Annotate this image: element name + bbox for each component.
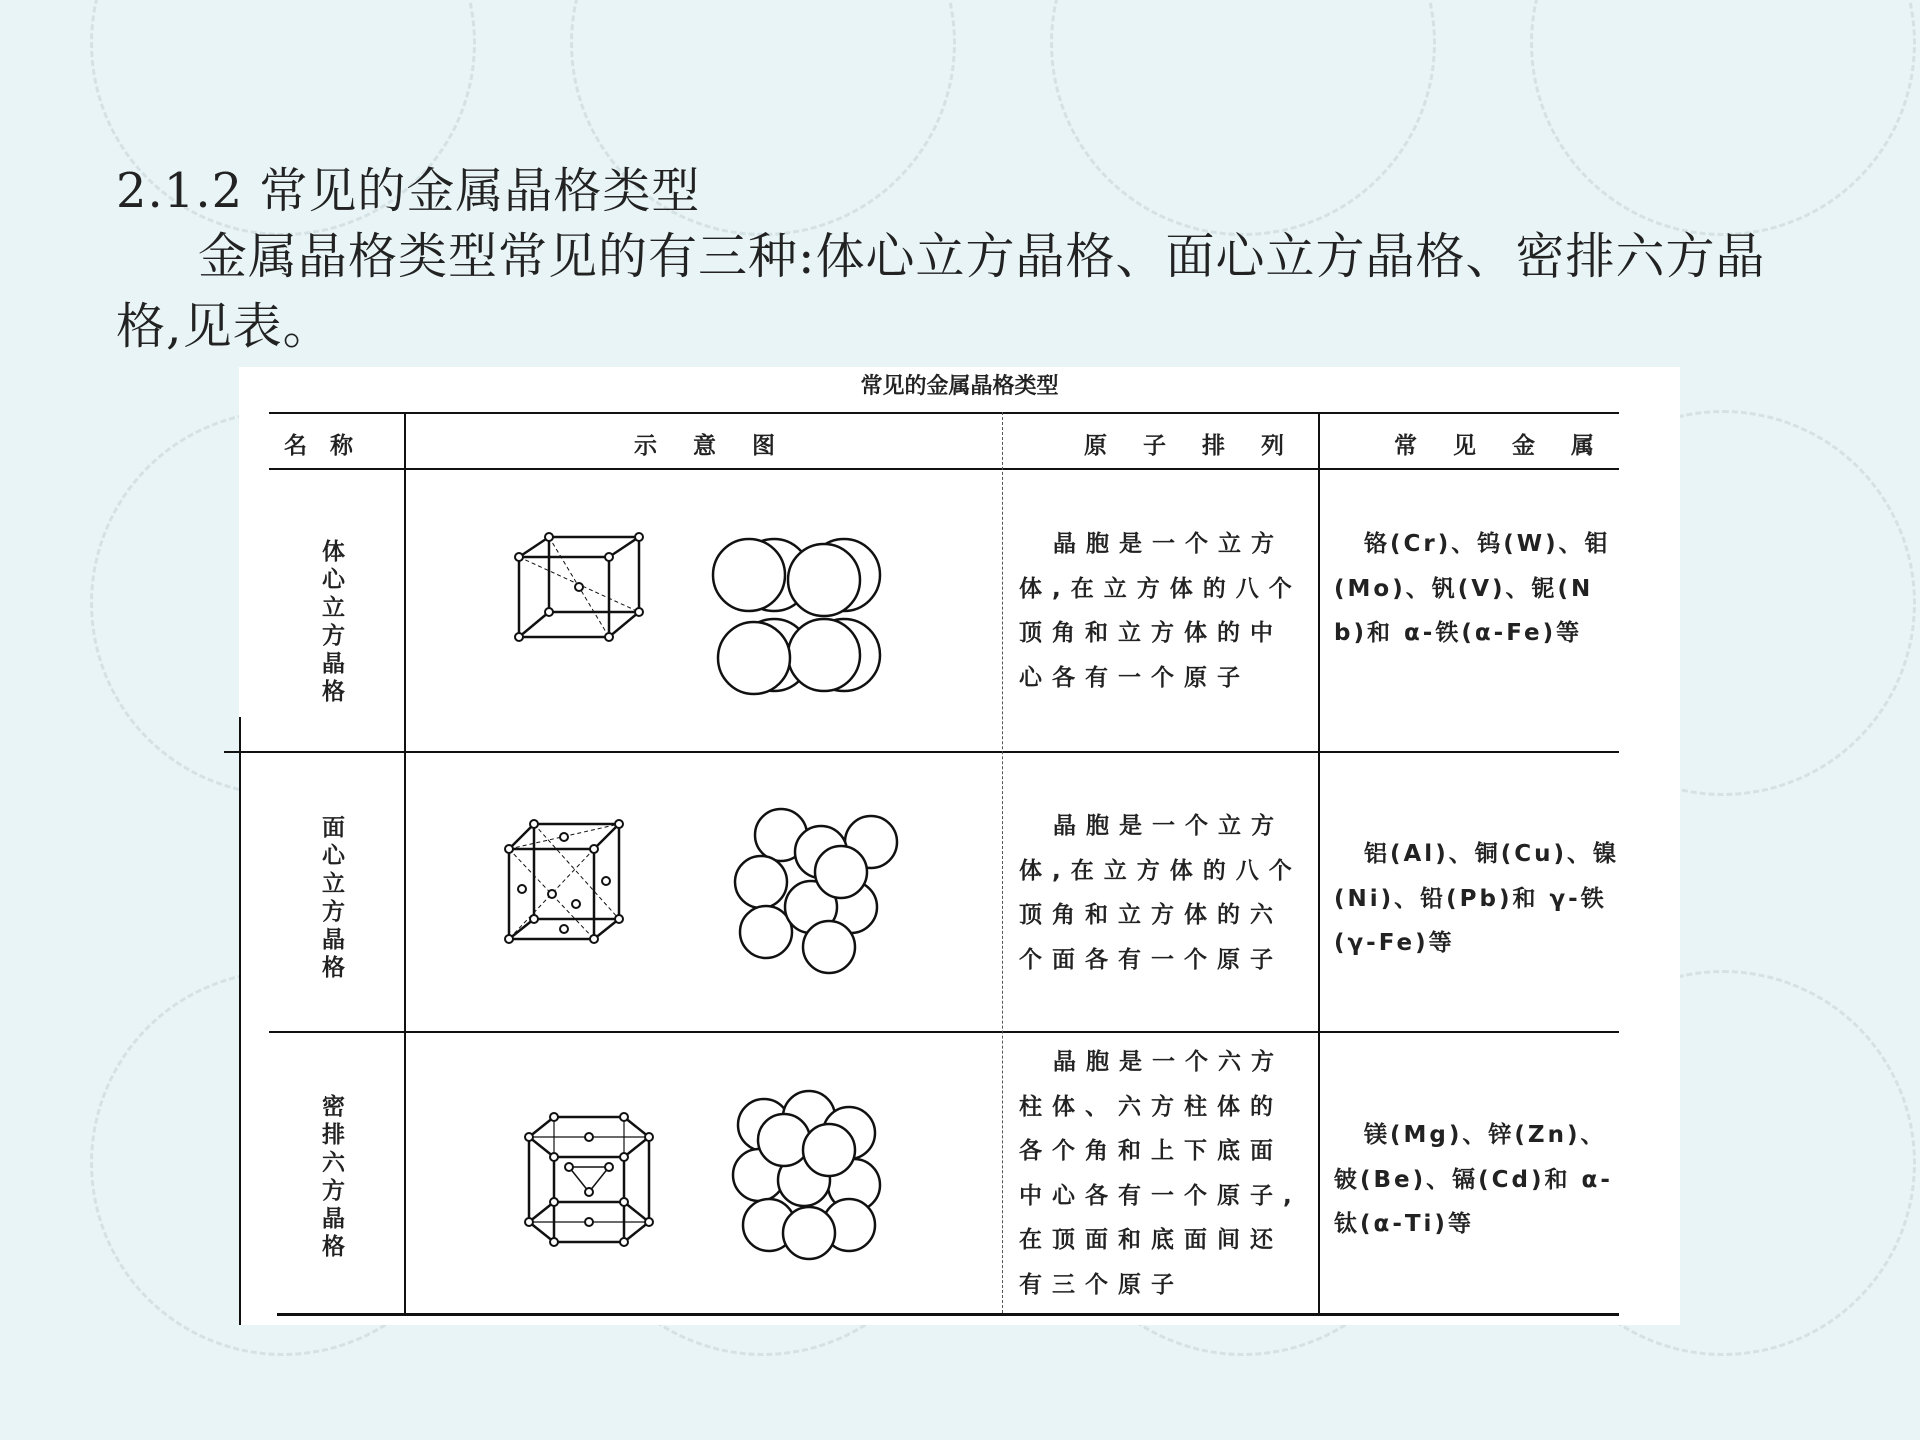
lattice-name: 面心立方晶格 (318, 815, 344, 983)
table-bottom-rule (277, 1313, 1619, 1316)
row-divider (269, 1031, 1619, 1033)
header-bottom-rule (269, 468, 1619, 470)
hcp-sphere-packing-diagram (729, 1095, 889, 1260)
bcc-unit-cell-diagram (509, 537, 654, 677)
common-metals: 铬(Cr)、钨(W)、钼(Mo)、钒(V)、铌(Nb)和 α-铁(α-Fe)等 (1334, 531, 1611, 646)
lattice-name: 体心立方晶格 (318, 539, 344, 707)
fcc-sphere-packing-diagram (731, 807, 901, 977)
lattice-table (239, 367, 1680, 1325)
atom-arrangement: 晶胞是一个立方体,在立方体的八个顶角和立方体的六个面各有一个原子 (1019, 813, 1302, 973)
header-diagram: 示 意 图 (634, 433, 790, 459)
table-title: 常见的金属晶格类型 (860, 374, 1059, 399)
atom-arrangement: 晶胞是一个六方柱体、六方柱体的各个角和上下底面中心各有一个原子,在顶面和底面间还有三个原子 (1019, 1049, 1302, 1298)
body-paragraph: 金属晶格类型常见的有三种:体心立方晶格、面心立方晶格、密排六方晶格,见表。 (116, 228, 1766, 355)
column-divider (404, 412, 406, 1313)
column-divider (1318, 412, 1320, 1313)
left-edge (239, 717, 241, 1325)
hcp-unit-cell-diagram (524, 1112, 654, 1247)
header-arrangement: 原 子 排 列 (1084, 433, 1299, 459)
watermark-stamp (1050, 0, 1436, 236)
header-metals: 常 见 金 属 (1394, 433, 1609, 459)
watermark-stamp (1530, 0, 1916, 236)
bcc-sphere-packing-diagram (714, 530, 899, 700)
atom-arrangement: 晶胞是一个立方体,在立方体的八个顶角和立方体的中心各有一个原子 (1019, 531, 1302, 691)
row-divider (224, 751, 1619, 753)
table-top-rule (269, 412, 1619, 414)
column-divider (1002, 412, 1003, 1313)
lattice-name: 密排六方晶格 (318, 1094, 344, 1262)
section-heading: 2.1.2 常见的金属晶格类型 (116, 163, 701, 219)
common-metals: 铝(Al)、铜(Cu)、镍(Ni)、铅(Pb)和 γ-铁(γ-Fe)等 (1334, 841, 1619, 956)
header-name: 名 称 (284, 433, 353, 459)
fcc-unit-cell-diagram (504, 809, 639, 959)
common-metals: 镁(Mg)、锌(Zn)、铍(Be)、镉(Cd)和 α-钛(α-Ti)等 (1334, 1122, 1613, 1237)
